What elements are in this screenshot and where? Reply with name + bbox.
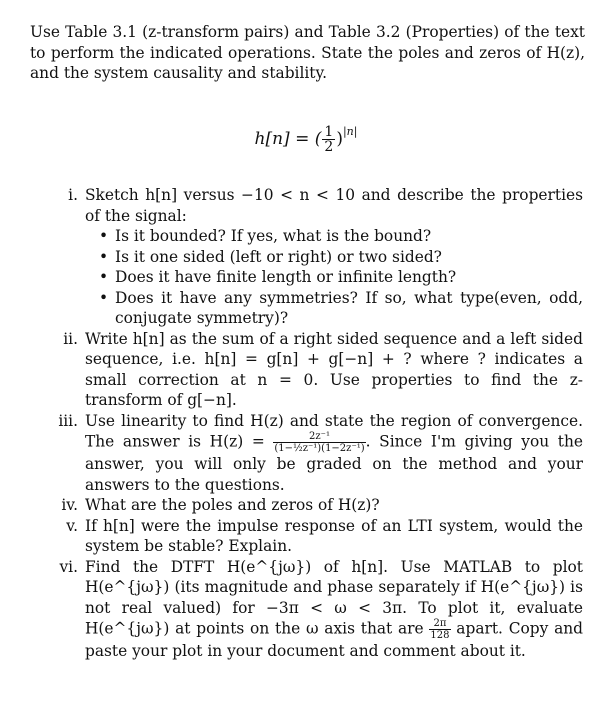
question-text-part: apart. Copy and paste your plot in your document and comment about it. [85,619,584,660]
frac-denominator: (1−½z⁻¹)(1−2z⁻¹) [274,443,365,454]
frac-denominator: 128 [430,630,450,641]
question-number: i. [68,186,78,204]
bullet-text: Does it have any symmetries? If so, what type(even, odd, conjugate symmetry)? [115,288,583,327]
frac-numerator: 2z⁻¹ [273,431,365,443]
question-number: v. [66,516,78,535]
question-item [58,516,583,557]
equation-frac-num: 1 [324,124,334,140]
bullet-item [85,288,583,329]
bullet-icon: • [99,268,109,286]
equation-exponent: |n| [342,125,358,138]
equation-frac-den: 2 [324,139,334,155]
equation-fraction [322,125,335,154]
question-item [58,185,583,329]
question-text: Write h[n] as the sum of a right sided sequence and a left sided sequence, i.e. h[n] = g[n] + g[−n] + ? where ? indicates a small correction at n = 0. Use properties to find the z-transform of g[−n]. [85,329,583,409]
equation-close: ) [336,129,343,149]
question-text: What are the poles and zeros of H(z)? [85,496,380,514]
frac-numerator: 2π [429,618,450,630]
question-number: iii. [58,411,78,430]
question-text-part: Use linearity to find H(z) and state the region of convergence. The answer is H(z) = [85,411,583,451]
bullet-item [85,247,583,268]
bullet-icon: • [99,227,109,245]
transfer-function-fraction [273,431,365,454]
question-text: Sketch h[n] versus −10 < n < 10 and describe the properties of the signal: [85,186,583,225]
bullet-item [85,267,583,288]
question-text-part: . Since I'm giving you the answer, you will only be graded on the method and your answers to the questions. [85,432,583,494]
question-item [58,557,583,662]
bullet-text: Is it one sided (left or right) or two sided? [115,247,442,266]
question-text-part: Find the DTFT H(e^{jω}) of h[n]. Use MATLAB to plot H(e^{jω}) (its magnitude and phase separately if H(e^{jω}) is not real valued) for −3π < ω < 3π. To plot it, evaluate H(e^{jω}) at points on the ω axis that are [85,557,583,638]
intro-paragraph: Use Table 3.1 (z-transform pairs) and Table 3.2 (Properties) of the text to perform the indicated operations. State the poles and zeros of H(z), and the system causality and stability. [30,23,585,82]
question-item [58,495,583,516]
question-text [85,557,583,662]
bullet-text: Does it have finite length or infinite length? [115,268,457,286]
equation-lhs: h[n] = ( [254,129,322,149]
question-list [58,185,583,662]
spacing-fraction [429,618,450,641]
question-text [85,411,583,496]
question-number: iv. [61,496,78,514]
bullet-item [85,226,583,247]
question-item [58,411,583,496]
bullet-list [85,226,583,329]
bullet-icon: • [99,288,109,307]
question-number: ii. [63,329,78,348]
bullet-text: Is it bounded? If yes, what is the bound? [115,227,432,245]
signal-equation [0,122,612,154]
bullet-icon: • [99,247,109,266]
question-number: vi. [59,557,78,576]
question-text: If h[n] were the impulse response of an LTI system, would the system be stable? Explain. [85,516,583,555]
question-item [58,329,583,411]
